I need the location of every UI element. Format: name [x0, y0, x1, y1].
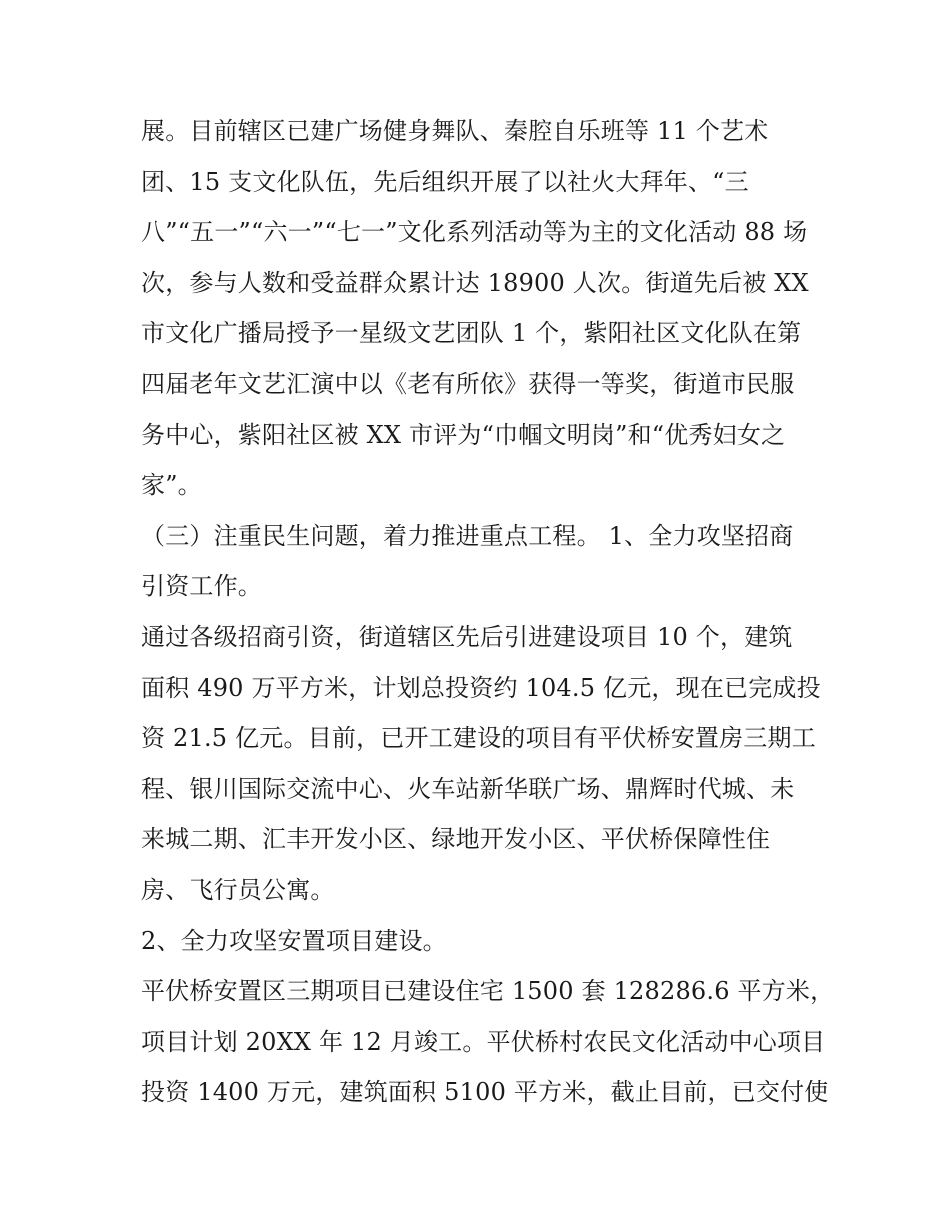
text-line: 四届老年文艺汇演中以《老有所依》获得一等奖，街道市民服	[141, 369, 795, 398]
text-line: 家”。	[141, 471, 202, 500]
text-line: 团、15 支文化队伍，先后组织开展了以社火大拜年、“三	[141, 167, 749, 196]
subsection-heading: 2、全力攻坚安置项目建设。	[141, 926, 447, 955]
text-line: 程、银川国际交流中心、火车站新华联广场、鼎辉时代城、未	[141, 774, 795, 803]
text-line: 展。目前辖区已建广场健身舞队、秦腔自乐班等 11 个艺术	[141, 117, 769, 145]
text-line: 八”“五一”“六一”“七一”文化系列活动等为主的文化活动 88 场	[141, 218, 808, 247]
text-line: 面积 490 万平方米，计划总投资约 104.5 亿元，现在已完成投	[141, 673, 821, 702]
text-line: 平伏桥安置区三期项目已建设住宅 1500 套 128286.6 平方米，	[141, 977, 835, 1006]
text-line: 通过各级招商引资，街道辖区先后引进建设项目 10 个，建筑	[141, 622, 793, 651]
text-line: 项目计划 20XX 年 12 月竣工。平伏桥村农民文化活动中心项目	[141, 1027, 826, 1056]
text-line: 投资 1400 万元，建筑面积 5100 平方米，截止目前，已交付使	[141, 1078, 829, 1107]
text-line: 次，参与人数和受益群众累计达 18900 人次。街道先后被 XX	[141, 268, 809, 297]
text-line: 资 21.5 亿元。目前，已开工建设的项目有平伏桥安置房三期工	[141, 724, 816, 753]
document-body	[141, 106, 835, 1118]
text-line: 来城二期、汇丰开发小区、绿地开发小区、平伏桥保障性住	[141, 825, 771, 854]
text-line: 务中心，紫阳社区被 XX 市评为“巾帼文明岗”和“优秀妇女之	[141, 420, 786, 449]
text-line: 房、飞行员公寓。	[141, 875, 335, 904]
section-heading: （三）注重民生问题，着力推进重点工程。 1、全力攻坚招商	[141, 521, 794, 550]
text-line: 市文化广播局授予一星级文艺团队 1 个，紫阳社区文化队在第	[141, 319, 802, 348]
section-heading: 引资工作。	[141, 572, 262, 601]
